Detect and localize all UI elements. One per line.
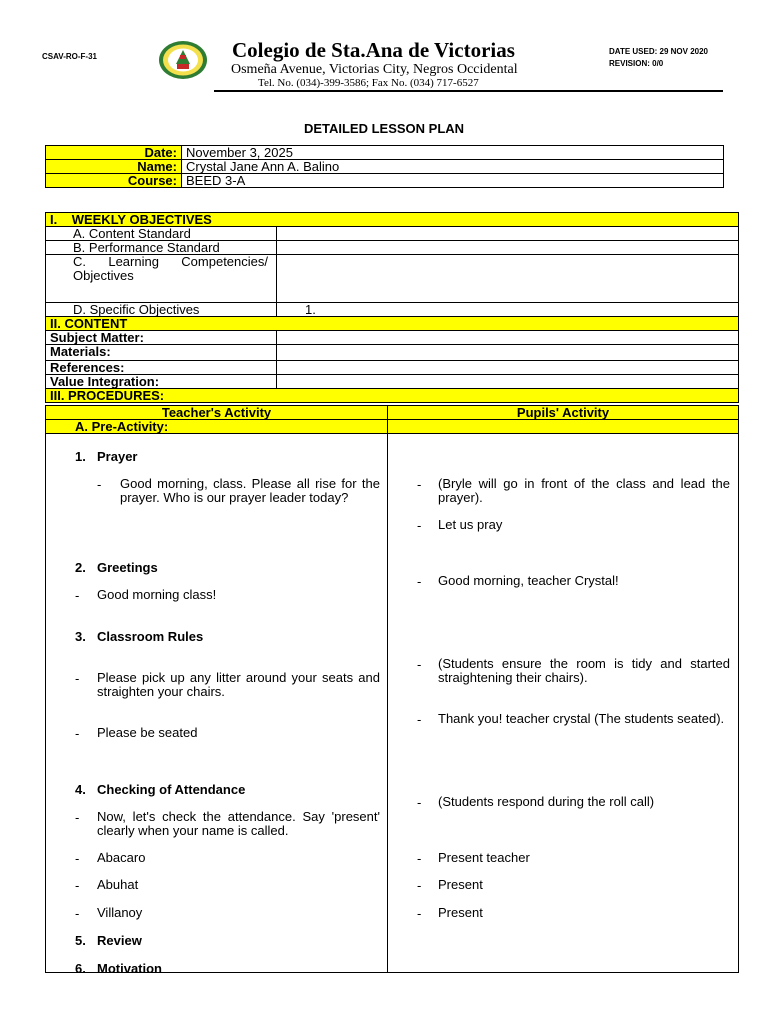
dash: - bbox=[75, 878, 80, 893]
materials-label: Materials: bbox=[46, 345, 277, 361]
table-row bbox=[46, 375, 739, 389]
table-row bbox=[46, 420, 739, 434]
references-value bbox=[277, 361, 739, 375]
info-table bbox=[45, 145, 724, 188]
dash: - bbox=[75, 671, 80, 686]
dash: - bbox=[417, 795, 422, 810]
dash: - bbox=[75, 810, 80, 825]
table-row bbox=[46, 174, 724, 188]
table-row bbox=[46, 255, 739, 303]
dash: - bbox=[75, 726, 80, 741]
table-row bbox=[46, 241, 739, 255]
table-row bbox=[46, 389, 739, 403]
date-label: Date: bbox=[46, 146, 182, 160]
greetings-number: 2. bbox=[75, 560, 86, 575]
rules-text-1: Please pick up any litter around your seats and straighten your chairs. bbox=[97, 670, 380, 699]
revision: REVISION: 0/0 bbox=[609, 59, 664, 68]
table-row bbox=[46, 160, 724, 174]
content-standard: A. Content Standard bbox=[46, 227, 277, 241]
table-row bbox=[46, 303, 739, 317]
table-row bbox=[46, 345, 739, 361]
dash: - bbox=[97, 477, 102, 492]
attendance-text: Now, let's check the attendance. Say 'present' clearly when your name is called. bbox=[97, 809, 380, 838]
objectives-heading bbox=[46, 213, 739, 227]
pupils-greeting: Good morning, teacher Crystal! bbox=[438, 573, 619, 588]
objectives-heading-text: WEEKLY OBJECTIVES bbox=[71, 212, 212, 227]
table-row bbox=[46, 317, 739, 331]
rules-number: 3. bbox=[75, 629, 86, 644]
motivation-number: 6. bbox=[75, 961, 86, 976]
pupils-activity-header: Pupils' Activity bbox=[388, 406, 739, 420]
prayer-text: Good morning, class. Please all rise for the prayer. Who is our prayer leader today? bbox=[120, 476, 380, 505]
pupils-response: Present bbox=[438, 905, 483, 920]
table-row bbox=[46, 331, 739, 345]
materials-value bbox=[277, 345, 739, 361]
date-used-block bbox=[609, 46, 708, 70]
attendance-name: Villanoy bbox=[97, 905, 143, 920]
references-label: References: bbox=[46, 361, 277, 375]
pupils-response: Present bbox=[438, 877, 483, 892]
name-label: Name: bbox=[46, 160, 182, 174]
dash: - bbox=[75, 851, 80, 866]
prayer-number: 1. bbox=[75, 449, 86, 464]
pupils-rules-2: Thank you! teacher crystal (The students seated). bbox=[438, 711, 725, 726]
course-label: Course: bbox=[46, 174, 182, 188]
rules-text-2: Please be seated bbox=[97, 725, 198, 740]
objectives-content-table bbox=[45, 212, 739, 403]
table-row bbox=[46, 406, 739, 420]
header-divider bbox=[214, 90, 723, 92]
pre-activity-label: A. Pre-Activity: bbox=[46, 420, 388, 434]
learning-competencies-value bbox=[277, 255, 739, 303]
dash: - bbox=[75, 588, 80, 603]
dash: - bbox=[75, 906, 80, 921]
attendance-name: Abacaro bbox=[97, 850, 146, 865]
dash: - bbox=[417, 574, 422, 589]
pupils-prayer-1: (Bryle will go in front of the class and lead the prayer). bbox=[438, 476, 730, 505]
table-row bbox=[46, 227, 739, 241]
prayer-heading: Prayer bbox=[97, 449, 138, 464]
school-name: Colegio de Sta.Ana de Victorias bbox=[232, 38, 515, 62]
table-row bbox=[46, 361, 739, 375]
dash: - bbox=[417, 906, 422, 921]
performance-standard-value bbox=[277, 241, 739, 255]
value-integration-label: Value Integration: bbox=[46, 375, 277, 389]
date-used: DATE USED: 29 NOV 2020 bbox=[609, 47, 708, 56]
form-code: CSAV-RO-F-31 bbox=[42, 52, 97, 61]
pupils-attendance: (Students respond during the roll call) bbox=[438, 794, 655, 809]
subject-matter-value bbox=[277, 331, 739, 345]
dash: - bbox=[417, 878, 422, 893]
dash: - bbox=[417, 851, 422, 866]
pre-activity-pupils bbox=[388, 420, 739, 434]
school-phone: Tel. No. (034)-399-3586; Fax No. (034) 717-6527 bbox=[258, 77, 479, 89]
attendance-number: 4. bbox=[75, 782, 86, 797]
performance-standard: B. Performance Standard bbox=[46, 241, 277, 255]
document-title: DETAILED LESSON PLAN bbox=[303, 121, 465, 136]
attendance-heading: Checking of Attendance bbox=[97, 782, 246, 797]
greetings-heading: Greetings bbox=[97, 560, 158, 575]
greetings-text: Good morning class! bbox=[97, 587, 217, 602]
dash: - bbox=[417, 712, 422, 727]
learning-competencies: C. Learning Competencies/ Objectives bbox=[46, 255, 277, 303]
school-address: Osmeña Avenue, Victorias City, Negros Occidental bbox=[231, 62, 518, 77]
dash: - bbox=[417, 657, 422, 672]
value-integration-value bbox=[277, 375, 739, 389]
date-value: November 3, 2025 bbox=[182, 146, 724, 160]
teacher-activity-header: Teacher's Activity bbox=[46, 406, 388, 420]
content-standard-value bbox=[277, 227, 739, 241]
pupils-prayer-2: Let us pray bbox=[438, 517, 503, 532]
procedures-heading: III. PROCEDURES: bbox=[46, 389, 739, 403]
table-row bbox=[46, 434, 739, 973]
review-number: 5. bbox=[75, 933, 86, 948]
table-row bbox=[46, 146, 724, 160]
course-value: BEED 3-A bbox=[182, 174, 724, 188]
name-value: Crystal Jane Ann A. Balino bbox=[182, 160, 724, 174]
subject-matter-label: Subject Matter: bbox=[46, 331, 277, 345]
review-heading: Review bbox=[97, 933, 142, 948]
specific-objectives: D. Specific Objectives bbox=[46, 303, 277, 317]
attendance-name: Abuhat bbox=[97, 877, 139, 892]
motivation-heading: Motivation bbox=[97, 961, 162, 976]
content-heading: II. CONTENT bbox=[46, 317, 739, 331]
pupils-response: Present teacher bbox=[438, 850, 530, 865]
school-logo-icon bbox=[158, 40, 208, 80]
specific-objectives-value: 1. bbox=[277, 303, 739, 317]
dash: - bbox=[417, 477, 422, 492]
objectives-heading-num: I. bbox=[50, 212, 58, 227]
pupils-rules-1: (Students ensure the room is tidy and started straightening their chairs). bbox=[438, 656, 730, 685]
table-row bbox=[46, 213, 739, 227]
dash: - bbox=[417, 518, 422, 533]
rules-heading: Classroom Rules bbox=[97, 629, 204, 644]
